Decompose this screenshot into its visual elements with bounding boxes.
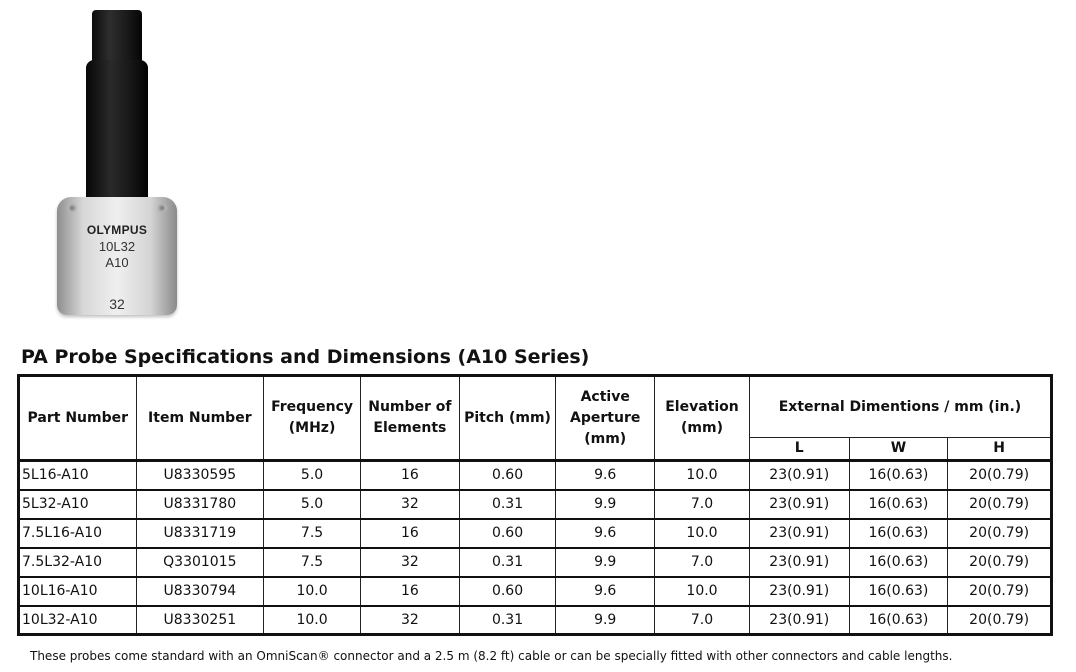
table-row	[19, 548, 1052, 577]
table-cell-aperture: 9.9	[556, 548, 655, 577]
table-cell-pitch: 0.31	[459, 490, 556, 519]
probe-model-line1: 10L32	[98, 239, 136, 254]
probe-housing	[57, 197, 177, 315]
table-cell-L: 23(0.91)	[749, 548, 849, 577]
header-elevation: Elevation (mm)	[655, 376, 750, 461]
table-cell-elements: 32	[360, 548, 459, 577]
table-cell-elevation: 7.0	[655, 548, 750, 577]
header-external-dimensions: External Dimentions / mm (in.)	[749, 376, 1051, 438]
table-cell-elevation: 7.0	[655, 606, 750, 635]
page-title: PA Probe Specifications and Dimensions (A10 Series)	[21, 346, 590, 368]
table-cell-W: 16(0.63)	[849, 548, 948, 577]
table-cell-H: 20(0.79)	[948, 490, 1052, 519]
table-row	[19, 577, 1052, 606]
probe-element-count-label: 32	[109, 296, 125, 312]
table-cell-elements: 32	[360, 490, 459, 519]
table-cell-H: 20(0.79)	[948, 461, 1052, 490]
screw-icon	[67, 203, 77, 213]
table-cell-item: U8330251	[136, 606, 264, 635]
table-cell-W: 16(0.63)	[849, 606, 948, 635]
header-part-number: Part Number	[19, 376, 137, 461]
table-cell-item: U8330595	[136, 461, 264, 490]
table-cell-part: 10L16-A10	[19, 577, 137, 606]
table-cell-part: 10L32-A10	[19, 606, 137, 635]
screw-icon	[157, 203, 167, 213]
header-frequency: Frequency (MHz)	[264, 376, 361, 461]
table-cell-H: 20(0.79)	[948, 548, 1052, 577]
table-cell-part: 5L32-A10	[19, 490, 137, 519]
table-cell-aperture: 9.6	[556, 577, 655, 606]
table-cell-aperture: 9.9	[556, 606, 655, 635]
footnote: These probes come standard with an OmniScan® connector and a 2.5 m (8.2 ft) cable or can be specially fitted with other connectors and cable lengths.	[30, 649, 953, 663]
probe-model-line2: A10	[105, 255, 129, 270]
table-cell-H: 20(0.79)	[948, 577, 1052, 606]
table-cell-pitch: 0.31	[459, 606, 556, 635]
table-cell-item: Q3301015	[136, 548, 264, 577]
table-cell-W: 16(0.63)	[849, 490, 948, 519]
header-item-number: Item Number	[136, 376, 264, 461]
table-cell-aperture: 9.6	[556, 519, 655, 548]
spec-table-body	[19, 461, 1052, 635]
table-cell-elevation: 10.0	[655, 519, 750, 548]
table-cell-part: 7.5L32-A10	[19, 548, 137, 577]
table-cell-aperture: 9.6	[556, 461, 655, 490]
table-cell-part: 5L16-A10	[19, 461, 137, 490]
table-cell-W: 16(0.63)	[849, 461, 948, 490]
table-cell-elements: 16	[360, 461, 459, 490]
table-cell-elevation: 10.0	[655, 461, 750, 490]
table-cell-W: 16(0.63)	[849, 577, 948, 606]
table-cell-elevation: 7.0	[655, 490, 750, 519]
table-row	[19, 461, 1052, 490]
table-cell-part: 7.5L16-A10	[19, 519, 137, 548]
table-cell-W: 16(0.63)	[849, 519, 948, 548]
table-cell-pitch: 0.60	[459, 461, 556, 490]
table-cell-pitch: 0.31	[459, 548, 556, 577]
table-cell-pitch: 0.60	[459, 519, 556, 548]
table-cell-elements: 16	[360, 519, 459, 548]
header-pitch: Pitch (mm)	[459, 376, 556, 461]
table-cell-elements: 32	[360, 606, 459, 635]
probe-cable-sleeve	[86, 60, 148, 205]
table-cell-elevation: 10.0	[655, 577, 750, 606]
table-cell-freq: 10.0	[264, 606, 361, 635]
probe-image	[40, 0, 190, 320]
table-cell-L: 23(0.91)	[749, 577, 849, 606]
header-l: L	[749, 438, 849, 461]
table-cell-pitch: 0.60	[459, 577, 556, 606]
table-row	[19, 519, 1052, 548]
table-cell-L: 23(0.91)	[749, 519, 849, 548]
table-cell-L: 23(0.91)	[749, 606, 849, 635]
table-cell-H: 20(0.79)	[948, 606, 1052, 635]
table-cell-aperture: 9.9	[556, 490, 655, 519]
table-cell-item: U8331780	[136, 490, 264, 519]
table-cell-L: 23(0.91)	[749, 461, 849, 490]
table-cell-L: 23(0.91)	[749, 490, 849, 519]
probe-model-label	[57, 239, 177, 271]
header-aperture: Active Aperture (mm)	[556, 376, 655, 461]
table-cell-freq: 5.0	[264, 461, 361, 490]
header-elements: Number of Elements	[360, 376, 459, 461]
table-cell-elements: 16	[360, 577, 459, 606]
header-h: H	[948, 438, 1052, 461]
spec-table	[17, 374, 1053, 636]
table-cell-item: U8330794	[136, 577, 264, 606]
table-cell-H: 20(0.79)	[948, 519, 1052, 548]
table-row	[19, 606, 1052, 635]
table-cell-freq: 10.0	[264, 577, 361, 606]
table-row	[19, 490, 1052, 519]
table-cell-item: U8331719	[136, 519, 264, 548]
probe-brand-label: OLYMPUS	[86, 223, 148, 237]
table-cell-freq: 5.0	[264, 490, 361, 519]
table-cell-freq: 7.5	[264, 548, 361, 577]
header-w: W	[849, 438, 948, 461]
table-cell-freq: 7.5	[264, 519, 361, 548]
